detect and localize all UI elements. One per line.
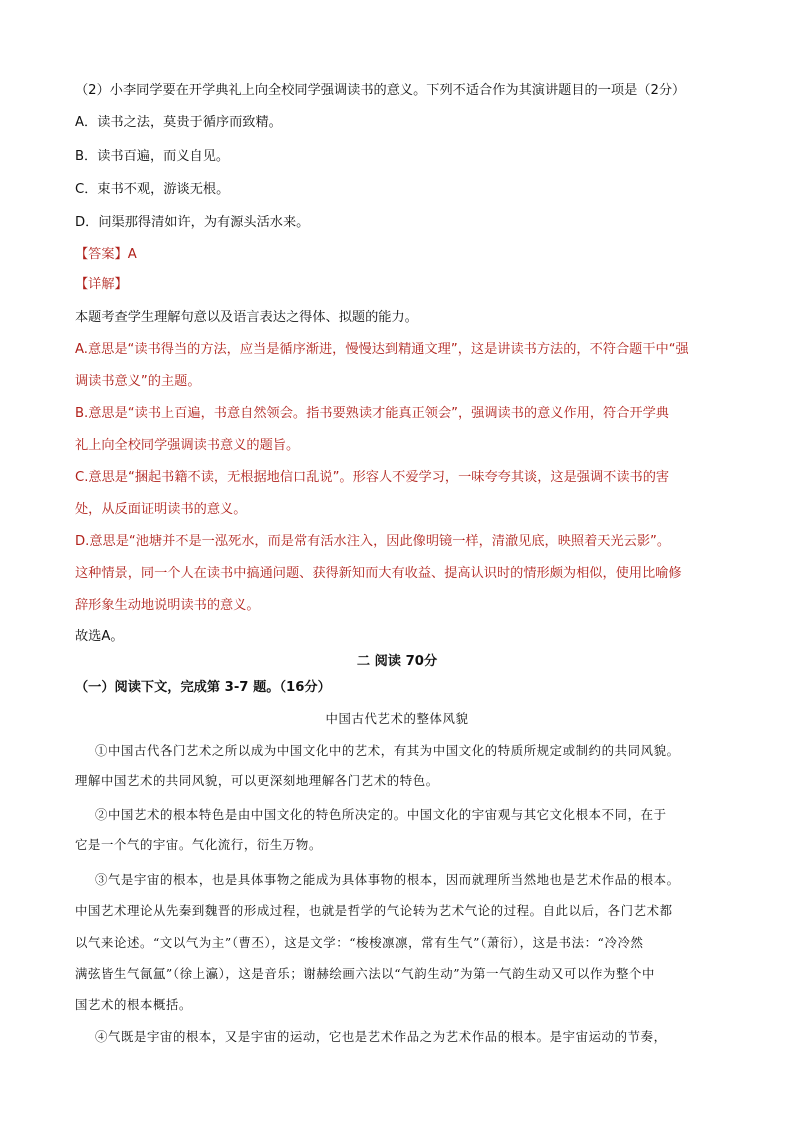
article-line: 它是一个气的宇宙。气化流行，衍生万物。 [75,837,322,852]
answer-line [75,246,137,264]
explanation-line: 辞形象生动地说明读书的意义。 [75,598,260,613]
article-line: ④气既是宇宙的根本，又是宇宙的运动，它也是艺术作品之为艺术作品的根本。是宇宙运动的节奏， [95,1029,667,1044]
article-line: 理解中国艺术的共同风貌，可以更深刻地理解各门艺术的特色。 [75,773,439,788]
article-title: 中国古代艺术的整体风貌 [325,711,469,726]
section-heading: 二 阅读 70分 [356,654,438,669]
article-line: 中国艺术理论从先秦到魏晋的形成过程，也就是哲学的气论转为艺术气论的过程。自此以后，各门艺术都 [75,903,673,918]
subsection-instruction: （一）阅读下文，完成第 3-7 题。（16分） [75,680,331,695]
conclusion-line: 故选A。 [75,629,124,644]
explanation-line: A.意思是“读书得当的方法，应当是循序渐进，慢慢达到精通文理”，这是讲读书方法的，不符合题干中“强 [75,342,689,357]
explanation-line: 这种情景，同一个人在读书中搞通问题、获得新知而大有收益、提高认识时的情形颇为相似，使用比喻修 [75,566,682,581]
option-a: A．读书之法，莫贵于循序而致精。 [75,115,282,130]
explanation-line: B.意思是“读书上百遍，书意自然领会。指书要熟读才能真正领会”，强调读书的意义作用，符合开学典 [75,406,669,421]
article-line: ③气是宇宙的根本，也是具体事物之能成为具体事物的根本，因而就理所当然地也是艺术作品的根本。 [95,872,680,887]
article-line: 国艺术的根本概括。 [75,997,192,1012]
explanation-line: C.意思是“捆起书籍不读，无根据地信口乱说”。形容人不爱学习，一味夸夸其谈，这是强调不读书的害 [75,470,670,485]
answer-value: A [127,247,137,262]
explanation-intro: 本题考查学生理解句意以及语言表达之得体、拟题的能力。 [75,310,418,325]
option-c: C．束书不观，游谈无根。 [75,182,230,197]
option-b: B．读书百遍，而义自见。 [75,149,230,164]
article-line: ①中国古代各门艺术之所以成为中国文化中的艺术，有其为中国文化的特质所规定或制约的共同风貌。 [95,743,680,758]
explanation-line: 礼上向全校同学强调读书意义的题旨。 [75,438,300,453]
explanation-line: D.意思是“池塘并不是一泓死水，而是常有活水注入，因此像明镜一样，清澈见底，映照着天光云影”。 [75,534,671,549]
explanation-label: 【详解】 [75,277,128,292]
explanation-line: 调读书意义”的主题。 [75,374,201,389]
option-d: D．问渠那得清如许，为有源头活水来。 [75,215,310,230]
explanation-line: 处，从反面证明读书的意义。 [75,502,247,517]
article-line: 满弦皆生气氤氲”（徐上瀛），这是音乐；谢赫绘画六法以“气韵生动”为第一气韵生动又可以作为整个中 [75,966,655,981]
article-line: ②中国艺术的根本特色是由中国文化的特色所决定的。中国文化的宇宙观与其它文化根本不同，在于 [95,807,667,822]
article-line: 以气来论述。“文以气为主”（曹丕），这是文学：“梭梭凛凛，常有生气”（萧衍），这是书法：“冷冷然 [75,935,644,950]
answer-label: 【答案】 [75,247,128,262]
question-2-stem: （2）小李同学要在开学典礼上向全校同学强调读书的意义。下列不适合作为其演讲题目的一项是（2分） [75,83,686,98]
